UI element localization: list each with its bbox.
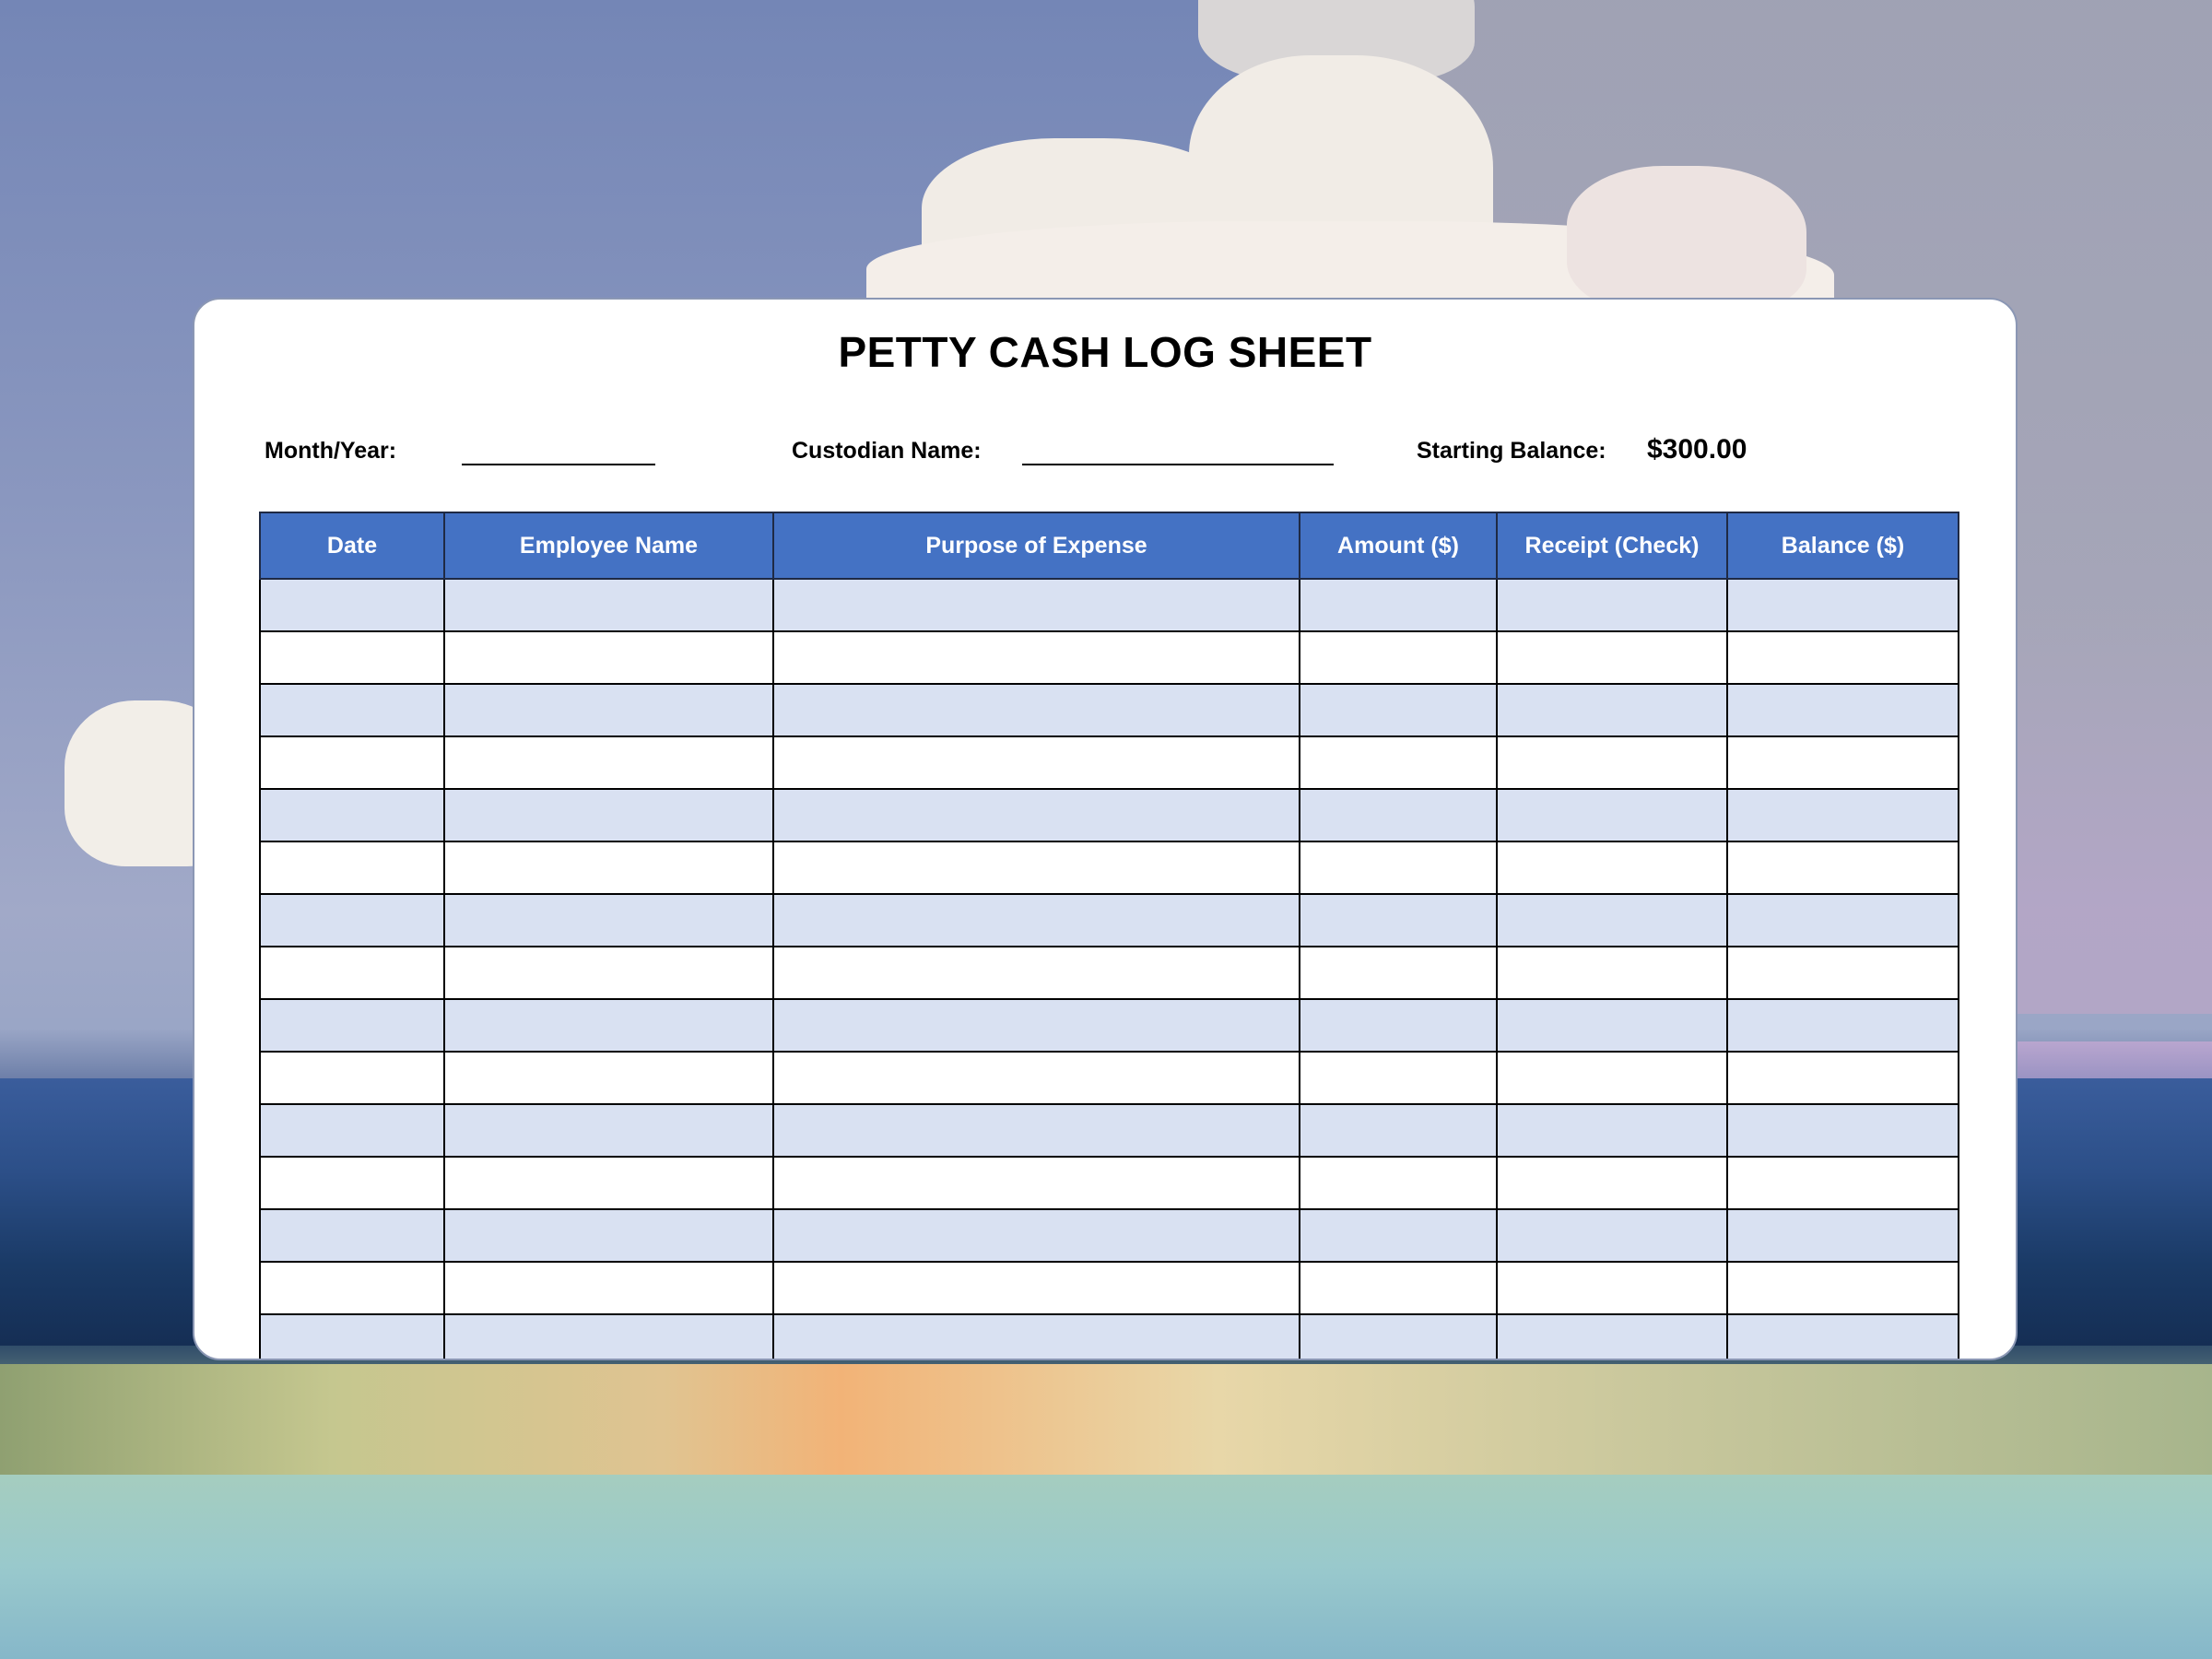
column-header-date: Date — [260, 512, 444, 579]
cell-balance[interactable] — [1727, 579, 1959, 631]
cell-purpose[interactable] — [773, 1209, 1300, 1262]
cell-balance[interactable] — [1727, 947, 1959, 999]
cell-employee-name[interactable] — [444, 1104, 773, 1157]
cell-amount[interactable] — [1300, 1104, 1497, 1157]
cell-receipt[interactable] — [1497, 1052, 1727, 1104]
cell-receipt[interactable] — [1497, 684, 1727, 736]
cell-date[interactable] — [260, 999, 444, 1052]
table-row — [260, 841, 1959, 894]
water — [0, 1475, 2212, 1659]
cell-receipt[interactable] — [1497, 841, 1727, 894]
custodian-name-label: Custodian Name: — [792, 438, 982, 464]
cell-balance[interactable] — [1727, 1262, 1959, 1314]
cell-purpose[interactable] — [773, 841, 1300, 894]
cell-date[interactable] — [260, 1052, 444, 1104]
cell-amount[interactable] — [1300, 1157, 1497, 1209]
cell-balance[interactable] — [1727, 1157, 1959, 1209]
table-row — [260, 1209, 1959, 1262]
column-header-receipt: Receipt (Check) — [1497, 512, 1727, 579]
cell-employee-name[interactable] — [444, 579, 773, 631]
cell-receipt[interactable] — [1497, 579, 1727, 631]
cell-receipt[interactable] — [1497, 1157, 1727, 1209]
cell-receipt[interactable] — [1497, 1209, 1727, 1262]
cell-employee-name[interactable] — [444, 1314, 773, 1360]
custodian-name-field[interactable] — [1022, 464, 1334, 465]
cell-date[interactable] — [260, 894, 444, 947]
table-row — [260, 1052, 1959, 1104]
cell-purpose[interactable] — [773, 1262, 1300, 1314]
cell-amount[interactable] — [1300, 684, 1497, 736]
cell-date[interactable] — [260, 736, 444, 789]
cell-employee-name[interactable] — [444, 999, 773, 1052]
table-row — [260, 684, 1959, 736]
cell-balance[interactable] — [1727, 1104, 1959, 1157]
column-header-amount: Amount ($) — [1300, 512, 1497, 579]
cell-balance[interactable] — [1727, 1209, 1959, 1262]
cell-date[interactable] — [260, 1104, 444, 1157]
cell-employee-name[interactable] — [444, 789, 773, 841]
cell-employee-name[interactable] — [444, 841, 773, 894]
log-sheet-card — [193, 298, 2018, 1360]
cell-purpose[interactable] — [773, 1052, 1300, 1104]
cell-purpose[interactable] — [773, 1157, 1300, 1209]
cell-balance[interactable] — [1727, 1314, 1959, 1360]
cell-amount[interactable] — [1300, 1262, 1497, 1314]
cell-amount[interactable] — [1300, 894, 1497, 947]
cell-purpose[interactable] — [773, 684, 1300, 736]
table-header-row — [260, 512, 1959, 579]
cell-receipt[interactable] — [1497, 894, 1727, 947]
cell-balance[interactable] — [1727, 999, 1959, 1052]
cell-receipt[interactable] — [1497, 736, 1727, 789]
cell-balance[interactable] — [1727, 631, 1959, 684]
starting-balance-value: $300.00 — [1647, 434, 1747, 465]
cell-amount[interactable] — [1300, 1052, 1497, 1104]
cell-date[interactable] — [260, 631, 444, 684]
table-row — [260, 894, 1959, 947]
cell-purpose[interactable] — [773, 736, 1300, 789]
month-year-label: Month/Year: — [265, 438, 397, 464]
cell-amount[interactable] — [1300, 947, 1497, 999]
shoreline-band — [0, 1364, 2212, 1493]
cell-purpose[interactable] — [773, 1104, 1300, 1157]
cell-amount[interactable] — [1300, 1209, 1497, 1262]
cell-employee-name[interactable] — [444, 894, 773, 947]
cell-receipt[interactable] — [1497, 1262, 1727, 1314]
cell-amount[interactable] — [1300, 1314, 1497, 1360]
cell-amount[interactable] — [1300, 789, 1497, 841]
cell-receipt[interactable] — [1497, 631, 1727, 684]
cell-employee-name[interactable] — [444, 1052, 773, 1104]
table-row — [260, 1262, 1959, 1314]
cell-purpose[interactable] — [773, 631, 1300, 684]
cell-receipt[interactable] — [1497, 1104, 1727, 1157]
column-header-employee-name: Employee Name — [444, 512, 773, 579]
column-header-purpose: Purpose of Expense — [773, 512, 1300, 579]
table-row — [260, 631, 1959, 684]
table-row — [260, 789, 1959, 841]
table-row — [260, 1104, 1959, 1157]
cell-date[interactable] — [260, 1262, 444, 1314]
column-header-balance: Balance ($) — [1727, 512, 1959, 579]
cell-receipt[interactable] — [1497, 789, 1727, 841]
starting-balance-label: Starting Balance: — [1417, 438, 1606, 464]
cell-employee-name[interactable] — [444, 736, 773, 789]
cell-date[interactable] — [260, 841, 444, 894]
cell-receipt[interactable] — [1497, 1314, 1727, 1360]
cell-amount[interactable] — [1300, 736, 1497, 789]
cell-balance[interactable] — [1727, 736, 1959, 789]
cell-purpose[interactable] — [773, 789, 1300, 841]
cell-employee-name[interactable] — [444, 1157, 773, 1209]
cell-date[interactable] — [260, 1157, 444, 1209]
table-body — [260, 579, 1959, 1360]
cell-employee-name[interactable] — [444, 1262, 773, 1314]
cell-balance[interactable] — [1727, 841, 1959, 894]
table-row — [260, 1157, 1959, 1209]
cell-receipt[interactable] — [1497, 947, 1727, 999]
cell-purpose[interactable] — [773, 894, 1300, 947]
cell-amount[interactable] — [1300, 841, 1497, 894]
cell-employee-name[interactable] — [444, 947, 773, 999]
petty-cash-log-table — [259, 512, 1959, 1360]
cell-purpose[interactable] — [773, 947, 1300, 999]
table-row — [260, 579, 1959, 631]
cell-date[interactable] — [260, 1209, 444, 1262]
cell-employee-name[interactable] — [444, 631, 773, 684]
cell-date[interactable] — [260, 789, 444, 841]
table-row — [260, 1314, 1959, 1360]
cell-balance[interactable] — [1727, 1052, 1959, 1104]
cell-amount[interactable] — [1300, 631, 1497, 684]
table-row — [260, 947, 1959, 999]
cell-date[interactable] — [260, 579, 444, 631]
cell-date[interactable] — [260, 947, 444, 999]
cell-receipt[interactable] — [1497, 999, 1727, 1052]
cell-date[interactable] — [260, 1314, 444, 1360]
cell-purpose[interactable] — [773, 1314, 1300, 1360]
cell-employee-name[interactable] — [444, 1209, 773, 1262]
cell-employee-name[interactable] — [444, 684, 773, 736]
cell-purpose[interactable] — [773, 579, 1300, 631]
cell-date[interactable] — [260, 684, 444, 736]
cell-amount[interactable] — [1300, 579, 1497, 631]
cell-purpose[interactable] — [773, 999, 1300, 1052]
cell-balance[interactable] — [1727, 789, 1959, 841]
table-row — [260, 999, 1959, 1052]
table-row — [260, 736, 1959, 789]
page-title: PETTY CASH LOG SHEET — [838, 328, 1372, 376]
cell-amount[interactable] — [1300, 999, 1497, 1052]
cell-balance[interactable] — [1727, 684, 1959, 736]
month-year-field[interactable] — [462, 464, 655, 465]
cloud — [1567, 166, 1806, 313]
cell-balance[interactable] — [1727, 894, 1959, 947]
